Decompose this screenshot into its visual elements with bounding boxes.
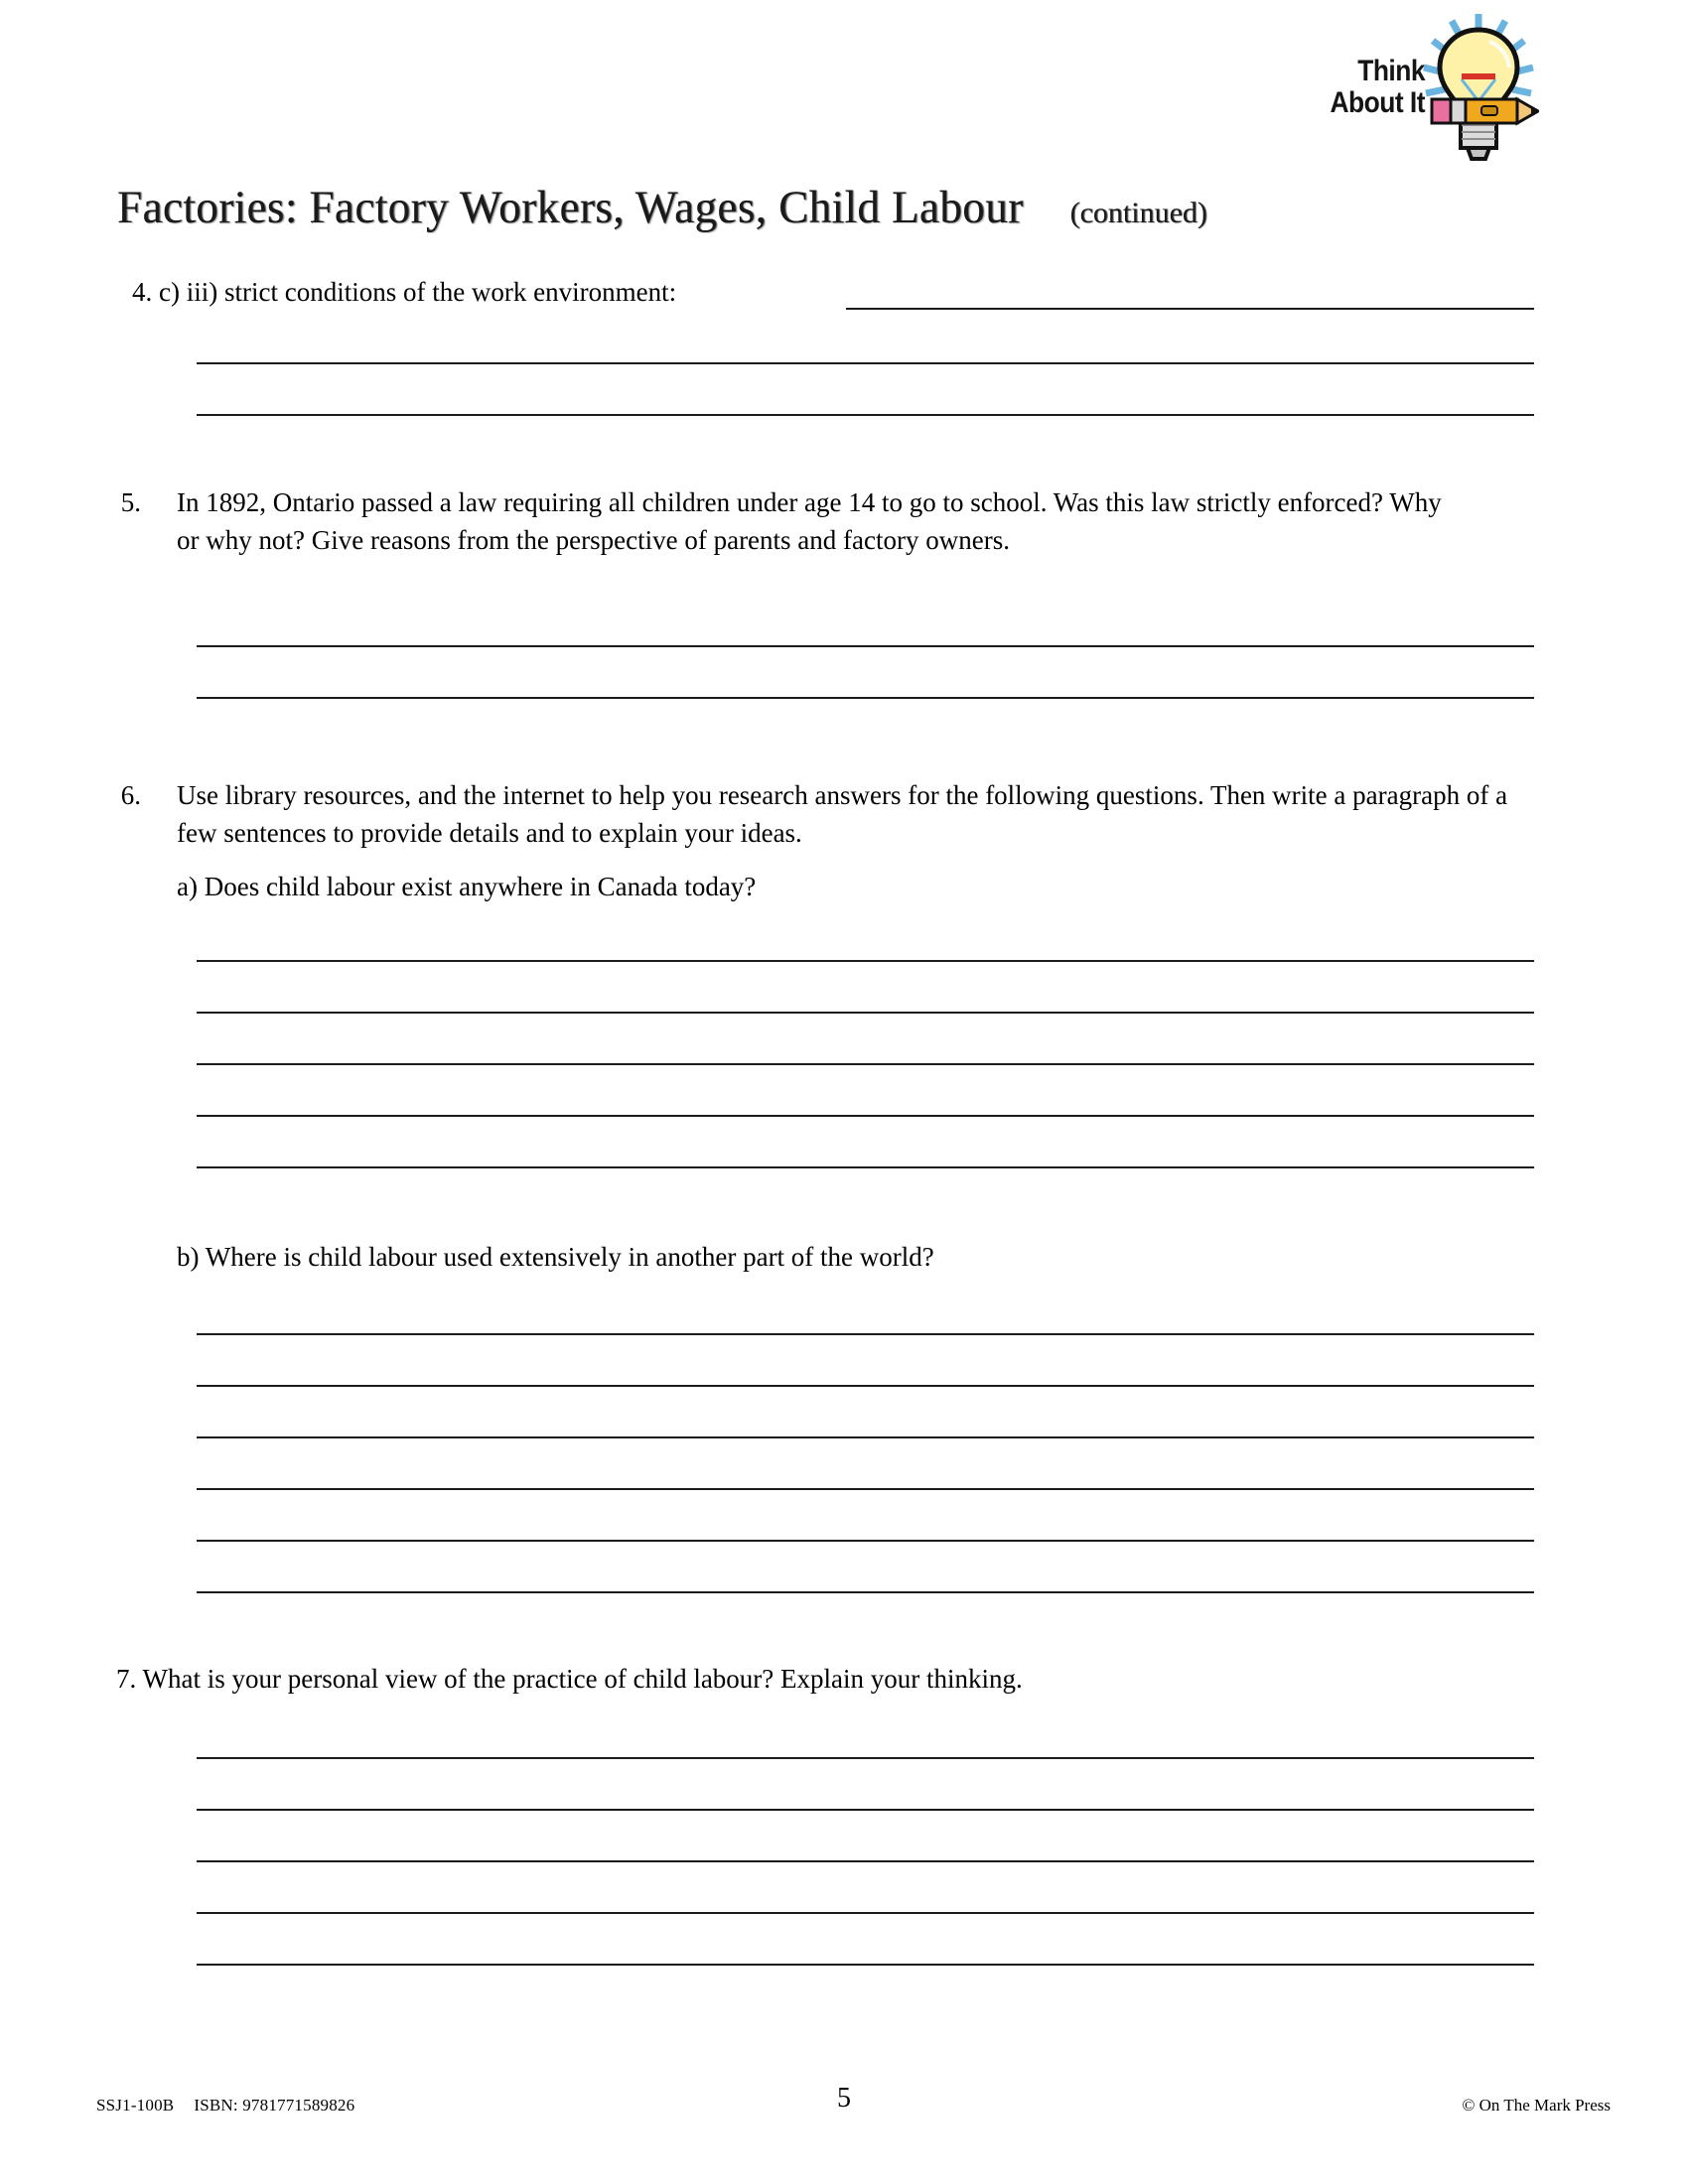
answer-line-q7-3[interactable] [197, 1860, 1534, 1862]
logo-text-line1: Think [1357, 55, 1425, 87]
answer-line-q7-5[interactable] [197, 1964, 1534, 1966]
page-number: 5 [837, 2083, 851, 2114]
footer-catalog-number: SSJ1-100B [96, 2096, 175, 2115]
answer-line-q6b-2[interactable] [197, 1385, 1534, 1387]
logo-text-line2: About It [1330, 86, 1425, 120]
answer-line-q7-1[interactable] [197, 1757, 1534, 1759]
question-6b-label: b) Where is child labour used extensively in another part of the world? [177, 1242, 934, 1272]
page-title-main: Factories: Factory Workers, Wages, Child Labour [117, 182, 1024, 233]
footer-copyright: © On The Mark Press [1462, 2096, 1611, 2115]
logo-text [1307, 56, 1425, 120]
footer-isbn: ISBN: 9781771589826 [194, 2096, 355, 2115]
question-5-number: 5. [120, 487, 141, 517]
lightbulb-pencil-icon [1418, 8, 1539, 167]
answer-line-q7-4[interactable] [197, 1912, 1534, 1914]
answer-line-q7-2[interactable] [197, 1809, 1534, 1811]
question-6a-label: a) Does child labour exist anywhere in Canada today? [177, 872, 757, 901]
answer-line-q6b-1[interactable] [197, 1333, 1534, 1335]
answer-line-q6b-5[interactable] [197, 1540, 1534, 1542]
question-5-text: In 1892, Ontario passed a law requiring all children under age 14 to go to school. Was this law strictly enforced? Why or why not? Give reasons from the perspective of parents and factory owners. [177, 487, 1442, 555]
question-4-text: c) iii) strict conditions of the work environment: [159, 277, 677, 307]
answer-line-q4-inline[interactable] [846, 308, 1534, 310]
answer-line-q6a-2[interactable] [197, 1012, 1534, 1014]
question-6-text: Use library resources, and the internet to help you research answers for the following questions. Then write a paragraph of a few sentences to provide details and to explain your ideas. [177, 780, 1508, 848]
answer-line-q6a-4[interactable] [197, 1115, 1534, 1117]
answer-line-q6a-3[interactable] [197, 1063, 1534, 1065]
answer-line-q6a-5[interactable] [197, 1166, 1534, 1168]
answer-line-q4-2[interactable] [197, 414, 1534, 416]
page-title [117, 182, 1557, 233]
answer-line-q6b-4[interactable] [197, 1488, 1534, 1490]
question-4-number: 4. [132, 277, 153, 307]
question-7-text: What is your personal view of the practice of child labour? Explain your thinking. [142, 1664, 1023, 1694]
answer-line-q6b-3[interactable] [197, 1436, 1534, 1438]
answer-line-q5-1[interactable] [197, 645, 1534, 647]
answer-line-q6a-1[interactable] [197, 960, 1534, 962]
question-4 [132, 273, 676, 311]
answer-line-q6b-6[interactable] [197, 1591, 1534, 1593]
question-7-number: 7. [116, 1664, 137, 1694]
question-6-number: 6. [120, 780, 141, 810]
answer-line-q4-1[interactable] [197, 362, 1534, 364]
answer-line-q5-2[interactable] [197, 697, 1534, 699]
think-about-it-logo [1291, 8, 1539, 167]
question-7 [116, 1660, 1023, 1698]
page-title-continued: (continued) [1069, 197, 1207, 229]
